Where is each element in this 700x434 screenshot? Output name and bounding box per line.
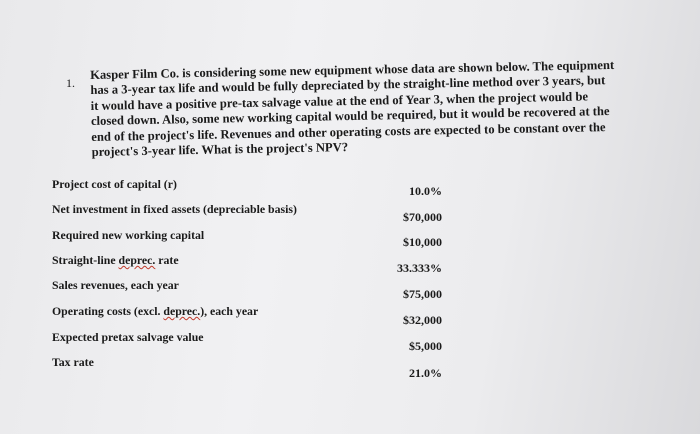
row-value: $75,000	[403, 287, 442, 301]
data-row	[0, 227, 700, 247]
row-label: Expected pretax salvage value	[52, 330, 204, 344]
row-value: $10,000	[403, 235, 442, 249]
row-label-pre: Straight-line	[52, 253, 119, 267]
question-text: Kasper Film Co. is considering some new equipment whose data are shown below. The equipment has a 3-year tax life and would be fully depreciated by the straight-line method over 3 years, but it would have a positive pre-tax salvage value at the end of Year 3, when the project would be closed down. Also, some new working capital would be required, but it would be recovered at the end of the project's life. Revenues and other operating costs are expected to be constant over the project's 3-year life. What is the project's NPV?	[90, 57, 615, 160]
question-number: 1.	[66, 76, 75, 90]
row-label: Project cost of capital (r)	[52, 177, 177, 191]
row-value: $5,000	[409, 339, 442, 353]
data-row	[0, 201, 700, 224]
row-value: 10.0%	[409, 184, 442, 198]
data-row	[0, 176, 700, 196]
row-label: Tax rate	[52, 355, 94, 369]
data-row	[0, 303, 700, 327]
row-value: $32,000	[403, 313, 442, 327]
data-row	[0, 354, 700, 380]
row-label	[52, 253, 179, 268]
row-label: Required new working capital	[52, 228, 205, 242]
row-label-pre: Operating costs (excl.	[52, 304, 164, 318]
spellcheck-word: deprec.	[118, 253, 156, 267]
data-row	[0, 277, 700, 301]
row-label-post: rate	[155, 253, 179, 267]
row-value: $70,000	[403, 210, 442, 224]
row-value: 21.0%	[409, 366, 442, 380]
row-label: Net investment in fixed assets (depreciable basis)	[52, 202, 297, 216]
row-value: 33.333%	[397, 261, 442, 275]
data-row	[0, 329, 700, 353]
spellcheck-word: deprec.	[163, 304, 201, 318]
row-label-post: ), each year	[200, 304, 259, 318]
data-row	[0, 252, 700, 275]
row-label	[52, 304, 258, 319]
row-label: Sales revenues, each year	[52, 278, 179, 292]
